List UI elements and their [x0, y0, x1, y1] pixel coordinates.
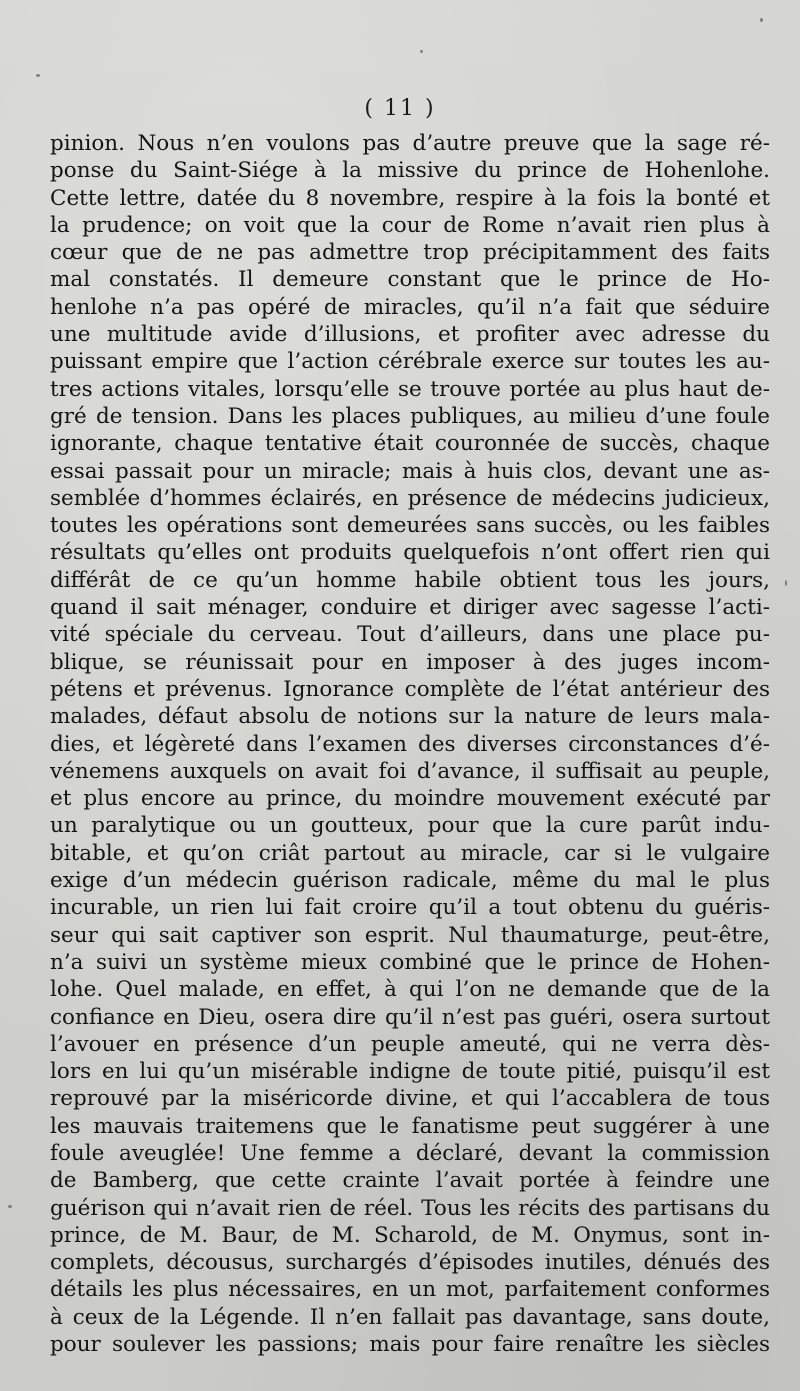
text-line: blique, se réunissait pour en imposer à des juges incom-	[50, 649, 770, 675]
text-line: guérison qui n’avait rien de réel. Tous les récits des partisans du	[50, 1195, 770, 1221]
text-line: de Bamberg, que cette crainte l’avait portée à feindre une	[50, 1168, 770, 1194]
text-line: et plus encore au prince, du moindre mouvement exécuté par	[50, 786, 770, 812]
text-line: incurable, un rien lui fait croire qu’il a tout obtenu du guéris-	[50, 895, 770, 921]
text-line: ponse du Saint-Siége à la missive du prince de Hohenlohe.	[50, 158, 770, 184]
text-line: prince, de M. Baur, de M. Scharold, de M. Onymus, sont in-	[50, 1222, 770, 1248]
text-line: bitable, et qu’on criât partout au miracle, car si le vulgaire	[50, 840, 770, 866]
text-line: tres actions vitales, lorsqu’elle se trouve portée au plus haut de-	[50, 376, 770, 402]
text-line: complets, décousus, surchargés d’épisodes inutiles, dénués des	[50, 1250, 770, 1276]
text-line: malades, défaut absolu de notions sur la nature de leurs mala-	[50, 704, 770, 730]
text-line: mal constatés. Il demeure constant que le prince de Ho-	[50, 267, 770, 293]
text-line: dies, et légèreté dans l’examen des diverses circonstances d’é-	[50, 731, 770, 757]
body-text	[50, 130, 770, 1358]
text-line: pour soulever les passions; mais pour faire renaître les siècles	[50, 1332, 770, 1358]
text-line: différât de ce qu’un homme habile obtient tous les jours,	[50, 567, 770, 593]
paper-speck	[420, 50, 423, 53]
text-line: pinion. Nous n’en voulons pas d’autre preuve que la sage ré-	[50, 131, 770, 156]
text-line: la prudence; on voit que la cour de Rome n’avait rien plus à	[50, 212, 770, 238]
text-line: résultats qu’elles ont produits quelquefois n’ont offert rien qui	[50, 540, 770, 566]
text-line: vénemens auxquels on avait foi d’avance, il suffisait au peuple,	[50, 758, 770, 784]
text-line: lors en lui qu’un misérable indigne de toute pitié, puisqu’il est	[50, 1059, 770, 1085]
text-line: quand il sait ménager, conduire et diriger avec sagesse l’acti-	[50, 595, 770, 621]
text-line: les mauvais traitemens que le fanatisme peut suggérer à une	[50, 1113, 770, 1139]
text-line: exige d’un médecin guérison radicale, même du mal le plus	[50, 868, 770, 894]
text-line: toutes les opérations sont demeurées sans succès, ou les faibles	[50, 513, 770, 539]
text-line: l’avouer en présence d’un peuple ameuté, qui ne verra dès-	[50, 1031, 770, 1057]
text-line: ignorante, chaque tentative était couronnée de succès, chaque	[50, 431, 770, 457]
paper-speck	[8, 1205, 12, 1208]
text-line: essai passait pour un miracle; mais à huis clos, devant une as-	[50, 458, 770, 484]
text-line: semblée d’hommes éclairés, en présence de médecins judicieux,	[50, 485, 770, 511]
paper-speck	[36, 74, 40, 77]
text-line: reprouvé par la miséricorde divine, et qui l’accablera de tous	[50, 1086, 770, 1112]
text-line: n’a suivi un système mieux combiné que le prince de Hohen-	[50, 949, 770, 975]
text-line: pétens et prévenus. Ignorance complète de l’état antérieur des	[50, 676, 770, 702]
page-number: ( 11 )	[364, 96, 436, 121]
text-line: cœur que de ne pas admettre trop précipitamment des faits	[50, 240, 770, 266]
text-line: lohe. Quel malade, en effet, à qui l’on ne demande que de la	[50, 977, 770, 1003]
text-line: foule aveuglée! Une femme a déclaré, devant la commission	[50, 1140, 770, 1166]
text-line: confiance en Dieu, osera dire qu’il n’est pas guéri, osera surtout	[50, 1004, 770, 1030]
text-line: vité spéciale du cerveau. Tout d’ailleurs, dans une place pu-	[50, 622, 770, 648]
text-line: à ceux de la Légende. Il n’en fallait pas davantage, sans doute,	[50, 1304, 770, 1330]
paper-speck	[785, 580, 787, 586]
text-line: puissant empire que l’action cérébrale exerce sur toutes les au-	[50, 349, 770, 375]
text-line: un paralytique ou un goutteux, pour que la cure parût indu-	[50, 813, 770, 839]
text-line: détails les plus nécessaires, en un mot, parfaitement conformes	[50, 1277, 770, 1303]
text-line: une multitude avide d’illusions, et profiter avec adresse du	[50, 322, 770, 348]
text-line: Cette lettre, datée du 8 novembre, respire à la fois la bonté et	[50, 185, 770, 211]
text-line: henlohe n’a pas opéré de miracles, qu’il n’a fait que séduire	[50, 294, 770, 320]
text-line: seur qui sait captiver son esprit. Nul thaumaturge, peut-être,	[50, 922, 770, 948]
text-line: gré de tension. Dans les places publiques, au milieu d’une foule	[50, 403, 770, 429]
paper-speck	[760, 18, 763, 22]
